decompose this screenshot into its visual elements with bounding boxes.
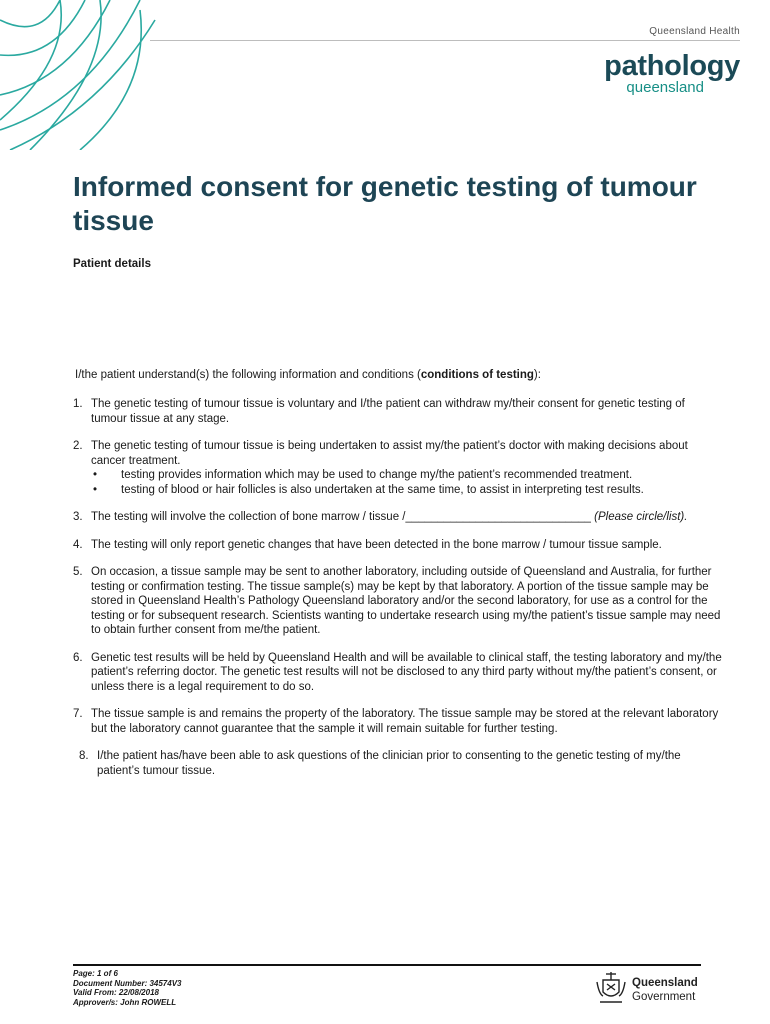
footer-metadata <box>73 969 181 1007</box>
intro-paragraph <box>75 369 541 381</box>
condition-text: Genetic test results will be held by Queensland Health and will be available to clinical staff, the testing laboratory and my/the patient’s referring doctor. The genetic test results will not be disclosed to any third party without my/the patient’s consent, or unless there is a legal requirement to do so. <box>91 651 722 693</box>
condition-number: 7. <box>73 708 83 720</box>
condition-bullets <box>91 468 723 497</box>
condition-text: The testing will involve the collection of bone marrow / tissue /_____________________________ <box>91 511 595 523</box>
condition-item <box>73 397 723 426</box>
condition-number: 4. <box>73 538 83 551</box>
condition-number: 2. <box>73 440 83 452</box>
condition-text: The genetic testing of tumour tissue is voluntary and I/the patient can withdraw my/their consent for genetic testing of tumour tissue at any stage. <box>91 398 685 425</box>
logo-sub-text: queensland <box>626 79 704 96</box>
bullet-item <box>91 483 723 498</box>
condition-note: (Please circle/list). <box>594 511 688 523</box>
queensland-health-label: Queensland Health <box>649 26 740 37</box>
valid-from: Valid From: 22/08/2018 <box>73 988 159 997</box>
condition-text: The tissue sample is and remains the property of the laboratory. The tissue sample may be stored at the relevant laboratory but the laboratory cannot guarantee that the sample it will remain suitable for further testing. <box>91 708 719 735</box>
condition-item <box>73 439 723 497</box>
condition-text: I/the patient has/have been able to ask questions of the clinician prior to consenting to the genetic testing of my/the patient’s tumour tissue. <box>97 750 681 777</box>
footer-rule <box>73 964 701 966</box>
condition-item <box>73 749 723 778</box>
condition-number: 3. <box>73 511 83 523</box>
intro-text-before: I/the patient understand(s) the following information and conditions ( <box>75 369 421 381</box>
page-number: Page: 1 of 6 <box>73 969 118 978</box>
document-number: Document Number: 34574V3 <box>73 978 182 988</box>
condition-item <box>73 510 723 525</box>
condition-number: 1. <box>73 398 83 410</box>
intro-text-after: ): <box>533 369 541 381</box>
condition-number: 8. <box>79 750 89 762</box>
document-title: Informed consent for genetic testing of tumour tissue <box>73 171 697 236</box>
header-rule <box>150 40 740 41</box>
bullet-text: testing of blood or hair follicles is also undertaken at the same time, to assist in interpreting test results. <box>121 483 644 496</box>
conditions-list <box>73 397 723 791</box>
bullet-item <box>91 468 723 483</box>
condition-item <box>73 538 723 553</box>
intro-text-bold: conditions of testing <box>420 369 534 381</box>
bullet-dot-icon: • <box>93 483 98 496</box>
approver: Approver/s: John ROWELL <box>73 997 177 1007</box>
crest-icon <box>594 968 628 1006</box>
condition-item <box>73 651 723 695</box>
pathology-queensland-logo <box>604 52 740 95</box>
condition-item <box>73 565 723 638</box>
condition-text: On occasion, a tissue sample may be sent to another laboratory, including outside of Queensland and Australia, for further testing or confirmation testing. The tissue sample(s) may be kept by that laboratory. A portion of the tissue sample may be stored in Queensland Health’s Pathology Queensland laboratory and/or the second laboratory, for use as a control for the testing or for subsequent research. Scientists wanting to undertake research using my/the patient’s tissue sample may need to obtain further consent from me/the patient. <box>91 566 721 636</box>
condition-number: 6. <box>73 651 83 664</box>
gov-name: Queensland <box>632 977 698 989</box>
corner-lattice-graphic <box>0 0 160 150</box>
logo-main-text: pathology <box>604 50 740 82</box>
gov-sub: Government <box>632 991 696 1003</box>
condition-text: The genetic testing of tumour tissue is being undertaken to assist my/the patient’s doctor with making decisions about cancer treatment. <box>91 440 688 467</box>
bullet-dot-icon: • <box>93 469 98 481</box>
bullet-text: testing provides information which may be used to change my/the patient’s recommended treatment. <box>121 469 633 481</box>
queensland-government-logo <box>594 968 704 1008</box>
condition-item <box>73 707 723 736</box>
condition-text: The testing will only report genetic changes that have been detected in the bone marrow / tumour tissue sample. <box>91 538 662 551</box>
condition-number: 5. <box>73 566 83 578</box>
patient-details-heading: Patient details <box>73 258 151 270</box>
